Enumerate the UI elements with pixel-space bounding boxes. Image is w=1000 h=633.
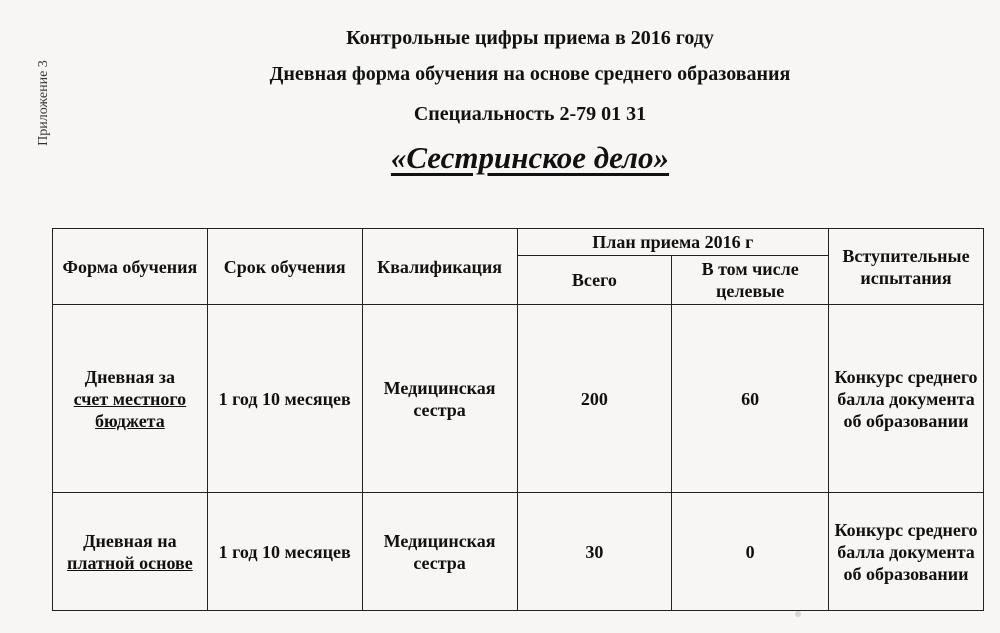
specialty-name: «Сестринское дело» bbox=[390, 140, 670, 175]
form-funding: счет местного бюджета bbox=[73, 388, 187, 431]
header-plan: План приема 2016 г bbox=[517, 229, 828, 256]
specialty-code: Специальность 2-79 01 31 bbox=[413, 103, 647, 125]
cell-exams: Конкурс среднего балла документа об образовании bbox=[829, 493, 984, 611]
form-prefix: Дневная за bbox=[84, 366, 176, 387]
cell-duration: 1 год 10 месяцев bbox=[207, 493, 362, 611]
cell-total: 30 bbox=[517, 493, 672, 611]
cell-duration: 1 год 10 месяцев bbox=[207, 305, 362, 493]
header-exams: Вступительные испытания bbox=[829, 229, 984, 305]
cell-exams: Конкурс среднего балла документа об образовании bbox=[829, 305, 984, 493]
header-targeted: В том числе целевые bbox=[672, 256, 829, 305]
header-qualification: Квалификация bbox=[362, 229, 517, 305]
paper-speck bbox=[795, 611, 801, 617]
document-subtitle: Дневная форма обучения на основе среднего образования bbox=[269, 63, 791, 85]
cell-total: 200 bbox=[517, 305, 672, 493]
cell-qualification: Медицинская сестра bbox=[362, 305, 517, 493]
form-funding: платной основе bbox=[67, 552, 193, 573]
table-row bbox=[53, 305, 984, 493]
table-row bbox=[53, 493, 984, 611]
appendix-label-text: Приложение 3 bbox=[36, 60, 51, 146]
cell-form bbox=[53, 305, 208, 493]
header-form: Форма обучения bbox=[53, 229, 208, 305]
form-prefix: Дневная на bbox=[83, 530, 177, 551]
admission-plan-table bbox=[52, 228, 984, 611]
header-total: Всего bbox=[517, 256, 672, 305]
header-duration: Срок обучения bbox=[207, 229, 362, 305]
cell-targeted: 0 bbox=[672, 493, 829, 611]
document-title: Контрольные цифры приема в 2016 году bbox=[346, 27, 714, 49]
cell-qualification: Медицинская сестра bbox=[362, 493, 517, 611]
cell-targeted: 60 bbox=[672, 305, 829, 493]
cell-form bbox=[53, 493, 208, 611]
